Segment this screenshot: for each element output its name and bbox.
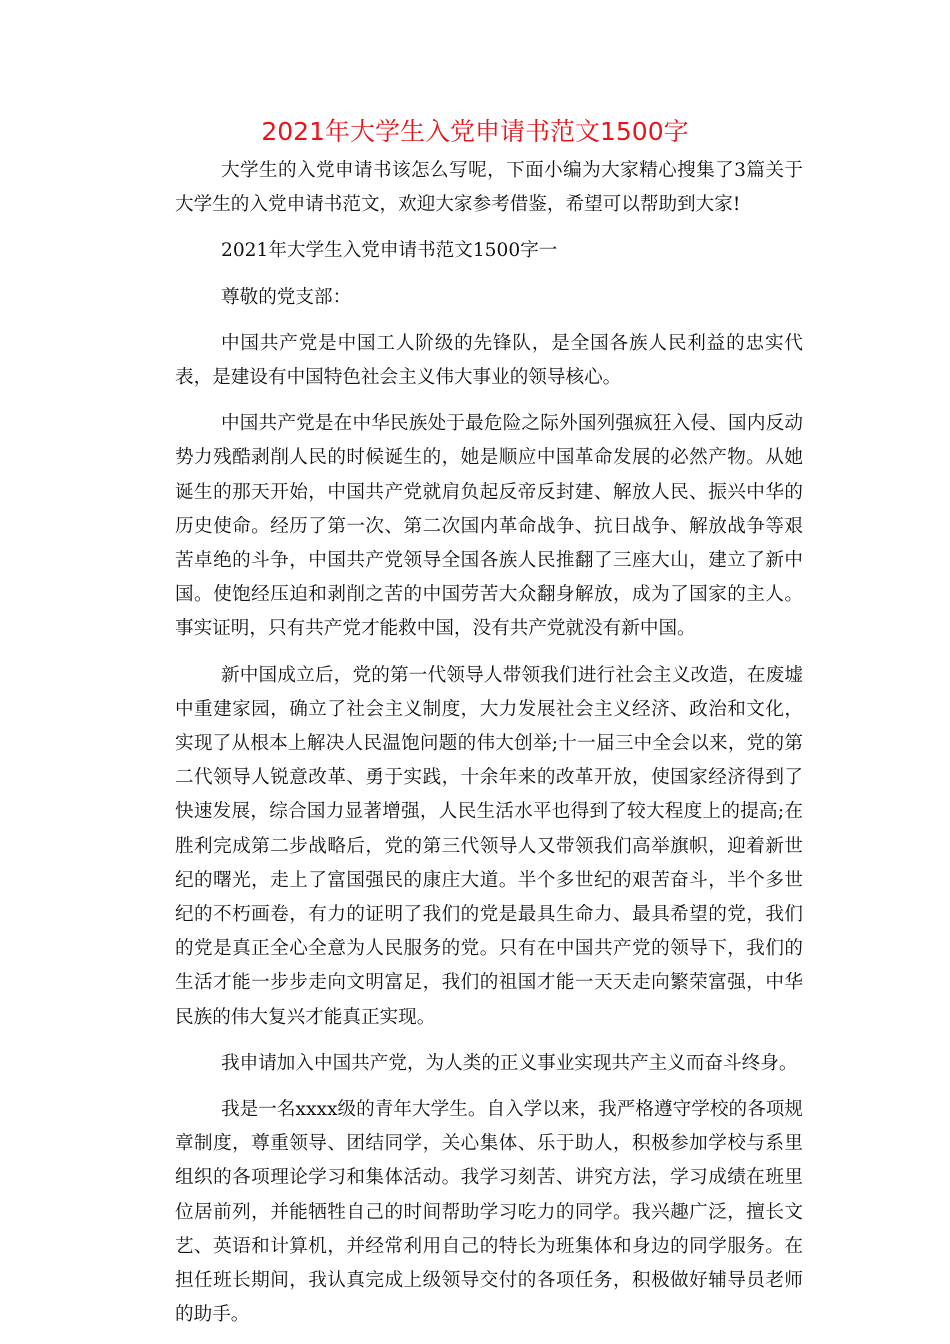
body-paragraph: 中国共产党是在中华民族处于最危险之际外国列强疯狂入侵、国内反动势力残酷剥削人民的时候诞生的，她是顺应中国革命发展的必然产物。从她诞生的那天开始，中国共产党就肩负起反帝反封建、解放人民、振兴中华的历史使命。经历了第一次、第二次国内革命战争、抗日战争、解放战争等艰苦卓绝的斗争，中国共产党领导全国各族人民推翻了三座大山，建立了新中国。使饱经压迫和剥削之苦的中国劳苦大众翻身解放，成为了国家的主人。事实证明，只有共产党才能救中国，没有共产党就没有新中国。: [175, 413, 803, 640]
document-title: 2021年大学生入党申请书范文1500字: [261, 117, 689, 146]
document-body: [175, 154, 803, 1333]
body-paragraph: 我是一名xxxx级的青年大学生。自入学以来，我严格遵守学校的各项规章制度，尊重领导、团结同学，关心集体、乐于助人，积极参加学校与系里组织的各项理论学习和集体活动。我学习刻苦、讲究方法，学习成绩在班里位居前列，并能牺牲自己的时间帮助学习吃力的同学。我兴趣广泛，擅长文艺、英语和计算机，并经常利用自己的特长为班集体和身边的同学服务。在担任班长期间，我认真完成上级领导交付的各项任务，积极做好辅导员老师的助手。: [175, 1099, 803, 1326]
salutation: 尊敬的党支部：: [221, 286, 352, 308]
intro-paragraph: 大学生的入党申请书该怎么写呢，下面小编为大家精心搜集了3篇关于大学生的入党申请书范文，欢迎大家参考借鉴，希望可以帮助到大家!: [175, 160, 803, 216]
body-paragraph: 新中国成立后，党的第一代领导人带领我们进行社会主义改造，在废墟中重建家园，确立了社会主义制度，大力发展社会主义经济、政治和文化，实现了从根本上解决人民温饱问题的伟大创举;十一届三中全会以来，党的第二代领导人锐意改革、勇于实践，十余年来的改革开放，使国家经济得到了快速发展，综合国力显著增强，人民生活水平也得到了较大程度上的提高;在胜利完成第二步战略后，党的第三代领导人又带领我们高举旗帜，迎着新世纪的曙光，走上了富国强民的康庄大道。半个多世纪的艰苦奋斗，半个多世纪的不朽画卷，有力的证明了我们的党是最具生命力、最具希望的党，我们的党是真正全心全意为人民服务的党。只有在中国共产党的领导下，我们的生活才能一步步走向文明富足，我们的祖国才能一天天走向繁荣富强，中华民族的伟大复兴才能真正实现。: [175, 664, 803, 1028]
body-paragraph: 中国共产党是中国工人阶级的先锋队，是全国各族人民利益的忠实代表，是建设有中国特色社会主义伟大事业的领导核心。: [175, 332, 803, 389]
body-paragraph: 我申请加入中国共产党，为人类的正义事业实现共产主义而奋斗终身。: [221, 1052, 798, 1074]
section-heading: 2021年大学生入党申请书范文1500字一: [221, 240, 558, 262]
